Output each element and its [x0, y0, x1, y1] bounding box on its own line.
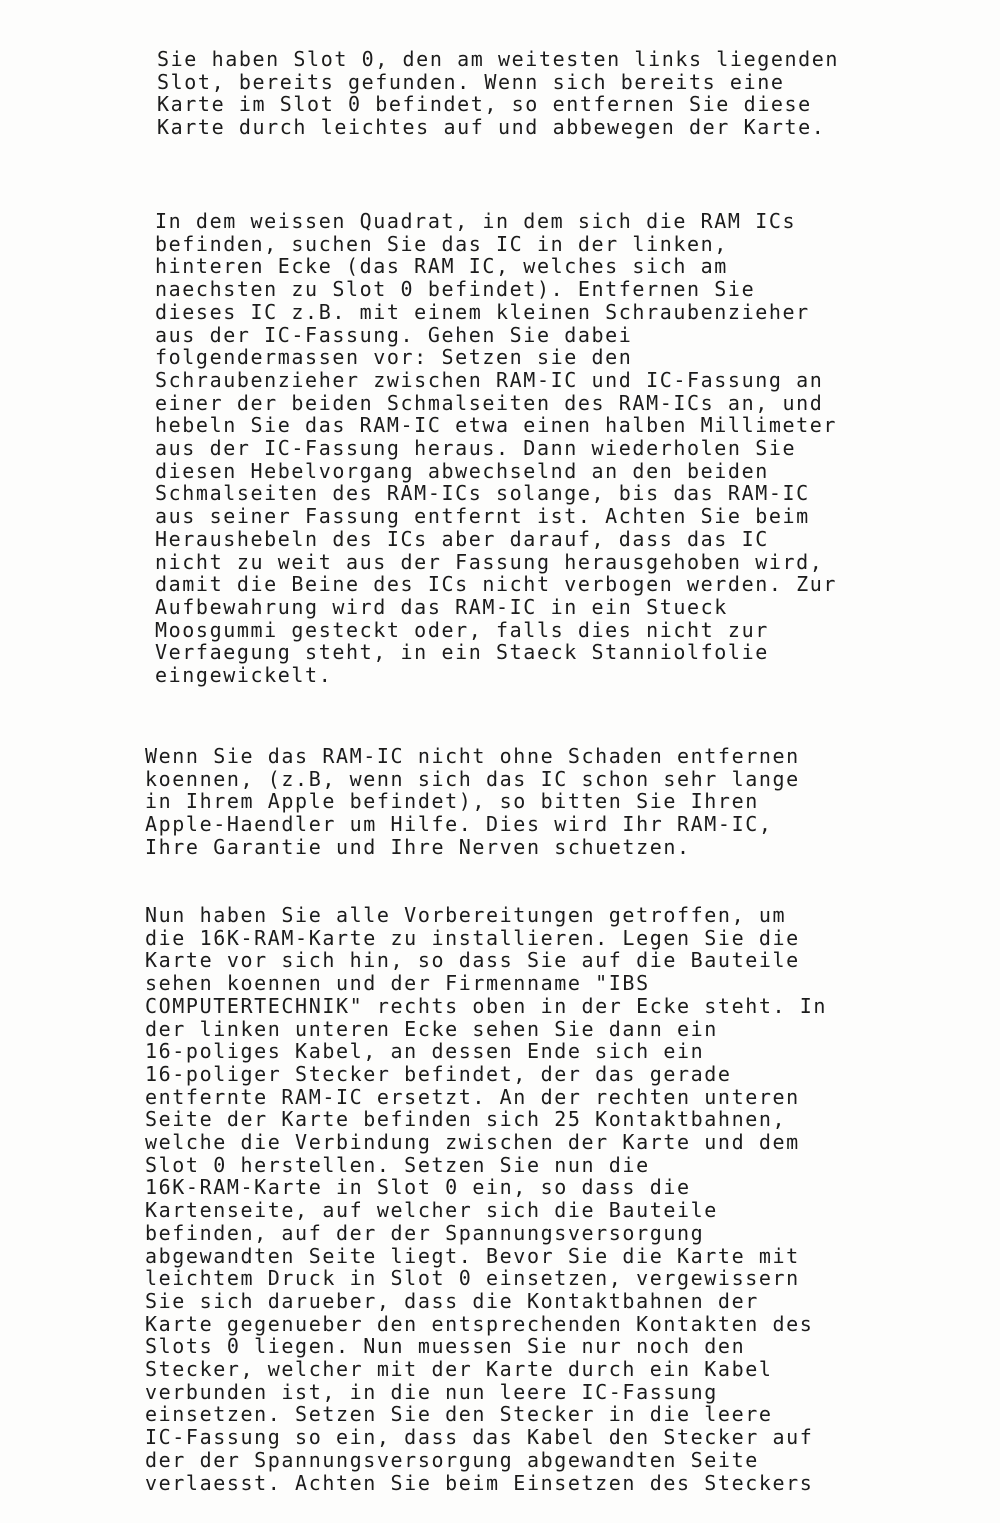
text-line: Slot 0 herstellen. Setzen Sie nun die	[145, 1152, 650, 1177]
text-line: entfernte RAM-IC ersetzt. An der rechten unteren	[145, 1084, 800, 1109]
text-line: folgendermassen vor: Setzen sie den	[155, 345, 633, 370]
text-line: Sie haben Slot 0, den am weitesten links liegenden	[157, 47, 840, 71]
text-line: verlaesst. Achten Sie beim Einsetzen des Steckers	[145, 1470, 814, 1495]
text-line: koennen, (z.B, wenn sich das IC schon sehr lange	[145, 766, 800, 791]
text-line: befinden, suchen Sie das IC in der linken,	[155, 231, 728, 256]
text-line: damit die Beine des ICs nicht verbogen werden. Zur	[155, 572, 838, 597]
text-line: Verfaegung steht, in ein Staeck Stanniolfolie	[155, 640, 769, 665]
text-line: 16K-RAM-Karte in Slot 0 ein, so dass die	[145, 1175, 691, 1200]
text-line: Schraubenzieher zwischen RAM-IC und IC-Fassung an	[155, 367, 824, 392]
text-line: Schmalseiten des RAM-ICs solange, bis das RAM-IC	[155, 481, 810, 506]
paragraph-dealer-help	[145, 745, 800, 859]
text-line: aus der IC-Fassung. Gehen Sie dabei	[155, 322, 633, 347]
text-line: IC-Fassung so ein, dass das Kabel den Stecker auf	[145, 1425, 814, 1450]
text-line: in Ihrem Apple befindet), so bitten Sie Ihren	[145, 789, 759, 814]
text-line: Karte im Slot 0 befindet, so entfernen Sie diese	[157, 92, 812, 117]
text-line: Ihre Garantie und Ihre Nerven schuetzen.	[145, 834, 691, 859]
text-line: Stecker, welcher mit der Karte durch ein Kabel	[145, 1357, 773, 1382]
paragraph-remove-ram-ic	[155, 210, 837, 687]
text-line: Heraushebeln des ICs aber darauf, dass das IC	[155, 526, 769, 551]
paragraph-install-card	[145, 904, 827, 1494]
text-line: Nun haben Sie alle Vorbereitungen getroffen, um	[145, 903, 787, 927]
text-line: naechsten zu Slot 0 befindet). Entfernen Sie	[155, 277, 756, 302]
text-line: Moosgummi gesteckt oder, falls dies nicht zur	[155, 617, 769, 642]
text-line: Aufbewahrung wird das RAM-IC in ein Stueck	[155, 594, 728, 619]
text-line: der der Spannungsversorgung abgewandten Seite	[145, 1447, 759, 1472]
text-line: abgewandten Seite liegt. Bevor Sie die Karte mit	[145, 1243, 800, 1268]
text-line: befinden, auf der der Spannungsversorgung	[145, 1220, 705, 1245]
text-line: leichtem Druck in Slot 0 einsetzen, vergewissern	[145, 1266, 800, 1291]
text-line: Slot, bereits gefunden. Wenn sich bereits eine	[157, 69, 785, 94]
text-line: einsetzen. Setzen Sie den Stecker in die leere	[145, 1402, 773, 1427]
text-line: hinteren Ecke (das RAM IC, welches sich am	[155, 254, 728, 279]
text-line: In dem weissen Quadrat, in dem sich die RAM ICs	[155, 209, 797, 233]
text-line: aus seiner Fassung entfernt ist. Achten Sie beim	[155, 504, 810, 529]
text-line: Karte durch leichtes auf und abbewegen der Karte.	[157, 115, 826, 140]
text-line: 16-poliger Stecker befindet, der das gerade	[145, 1061, 732, 1086]
text-line: Karte gegenueber den entsprechenden Kontakten des	[145, 1311, 814, 1336]
text-line: Wenn Sie das RAM-IC nicht ohne Schaden entfernen	[145, 744, 800, 768]
text-line: die 16K-RAM-Karte zu installieren. Legen Sie die	[145, 925, 800, 950]
text-line: nicht zu weit aus der Fassung herausgehoben wird,	[155, 549, 824, 574]
text-line: verbunden ist, in die nun leere IC-Fassung	[145, 1379, 718, 1404]
text-line: Apple-Haendler um Hilfe. Dies wird Ihr RAM-IC,	[145, 812, 773, 837]
text-line: COMPUTERTECHNIK" rechts oben in der Ecke steht. In	[145, 993, 828, 1018]
text-line: sehen koennen und der Firmenname "IBS	[145, 971, 650, 996]
text-line: einer der beiden Schmalseiten des RAM-ICs an, und	[155, 390, 824, 415]
text-line: dieses IC z.B. mit einem kleinen Schraubenzieher	[155, 299, 810, 324]
text-line: hebeln Sie das RAM-IC etwa einen halben Millimeter	[155, 413, 838, 438]
text-line: Slots 0 liegen. Nun muessen Sie nur noch den	[145, 1334, 746, 1359]
text-line: Sie sich darueber, dass die Kontaktbahnen der	[145, 1288, 759, 1313]
text-line: aus der IC-Fassung heraus. Dann wiederholen Sie	[155, 436, 797, 461]
text-line: Karte vor sich hin, so dass Sie auf die Bauteile	[145, 948, 800, 973]
text-line: 16-poliges Kabel, an dessen Ende sich ein	[145, 1039, 705, 1064]
text-line: welche die Verbindung zwischen der Karte und dem	[145, 1130, 800, 1155]
text-line: Seite der Karte befinden sich 25 Kontaktbahnen,	[145, 1107, 787, 1132]
text-line: der linken unteren Ecke sehen Sie dann ein	[145, 1016, 718, 1041]
paragraph-slot-0	[157, 48, 839, 139]
text-line: eingewickelt.	[155, 663, 333, 688]
text-line: diesen Hebelvorgang abwechselnd an den beiden	[155, 458, 769, 483]
text-line: Kartenseite, auf welcher sich die Bauteile	[145, 1198, 718, 1223]
